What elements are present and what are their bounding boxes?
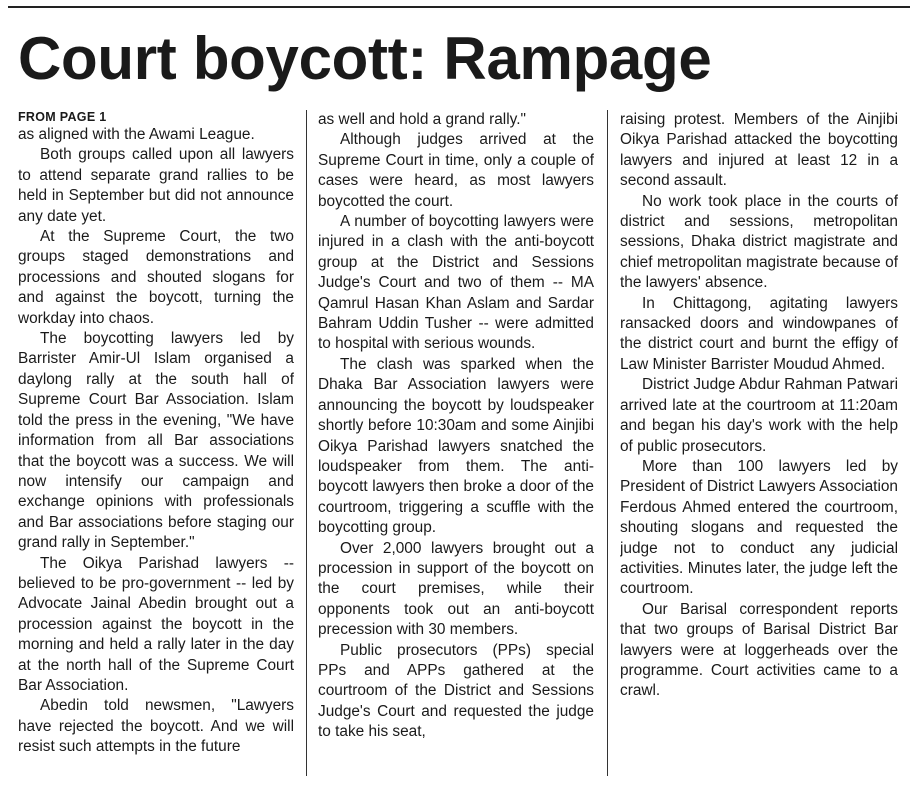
column-rule (306, 110, 307, 776)
paragraph: More than 100 lawyers led by President of District Lawyers Association Ferdous Ahmed entered the courtroom, shouting slogans and requested the judge not to conduct any judicial activities. Minutes later, the judge left the courtroom. (620, 457, 898, 598)
headline: Court boycott: Rampage (18, 25, 712, 92)
paragraph: No work took place in the courts of district and sessions, metropolitan sessions, Dhaka district magistrate and chief metropolitan magistrate because of the lawyers' absence. (620, 192, 898, 292)
paragraph: as aligned with the Awami League. (18, 126, 255, 143)
paragraph: The clash was sparked when the Dhaka Bar Association lawyers were announcing the boycott by loudspeaker shortly before 10:30am and some Ainjibi Oikya Parishad lawyers snatched the loudspeaker from them. The anti-boycott lawyers then broke a door of the courtroom, triggering a scuffle with the boycotting group. (318, 355, 594, 537)
paragraph: Both groups called upon all lawyers to attend separate grand rallies to be held in September but did not announce any date yet. (18, 146, 294, 225)
paragraph: In Chittagong, agitating lawyers ransacked doors and windowpanes of the district court and burnt the effigy of Law Minister Barrister Moudud Ahmed. (620, 294, 898, 373)
paragraph: The Oikya Parishad lawyers -- believed to be pro-government -- led by Advocate Jainal Abedin brought out a procession against the boycott in the morning and held a rally later in the day at the north hall of the Supreme Court Bar Association. (18, 554, 294, 694)
paragraph: At the Supreme Court, the two groups staged demonstrations and processions and shouted slogans for and against the boycott, turning the workday into chaos. (18, 228, 294, 327)
article-column-3 (620, 110, 898, 780)
paragraph: A number of boycotting lawyers were injured in a clash with the anti-boycott group at the District and Sessions Judge's Court and two of them -- MA Qamrul Hasan Khan Aslam and Sardar Bahram Uddin Tusher -- were admitted to hospital with serious wounds. (318, 213, 594, 353)
kicker: FROM PAGE 1 (18, 110, 107, 124)
paragraph: raising protest. Members of the Ainjibi Oikya Parishad attacked the boycotting lawyers and injured at least 12 in a second assault. (620, 111, 898, 190)
paragraph: District Judge Abdur Rahman Patwari arrived late at the courtroom at 11:20am and began his day's work with the help of public prosecutors. (620, 376, 898, 455)
column-rule (607, 110, 608, 776)
paragraph: Public prosecutors (PPs) special PPs and APPs gathered at the courtroom of the District and Sessions Judge's Court and requested the judge to take his seat, (318, 641, 594, 741)
article-column-1 (18, 110, 294, 780)
paragraph: Our Barisal correspondent reports that two groups of Barisal District Bar lawyers were at loggerheads over the programme. Court activities came to a crawl. (620, 600, 898, 700)
paragraph: as well and hold a grand rally." (318, 111, 526, 128)
paragraph: Although judges arrived at the Supreme Court in time, only a couple of cases were heard, as most lawyers boycotted the court. (318, 131, 594, 210)
top-rule (8, 6, 910, 8)
paragraph: Over 2,000 lawyers brought out a procession in support of the boycott on the court premises, while their opponents took out an anti-boycott precession with 30 members. (318, 539, 594, 639)
paragraph: Abedin told newsmen, "Lawyers have rejected the boycott. And we will resist such attempts in the future (18, 697, 294, 756)
article-column-2 (318, 110, 594, 780)
paragraph: The boycotting lawyers led by Barrister Amir-Ul Islam organised a daylong rally at the south hall of Supreme Court Bar Association. Islam told the press in the evening, "We have information from all Bar associations that the boycott was a success. We will now intensify our campaign and exchange opinions with professionals and Bar associations before staging our grand rally in September." (18, 330, 294, 552)
